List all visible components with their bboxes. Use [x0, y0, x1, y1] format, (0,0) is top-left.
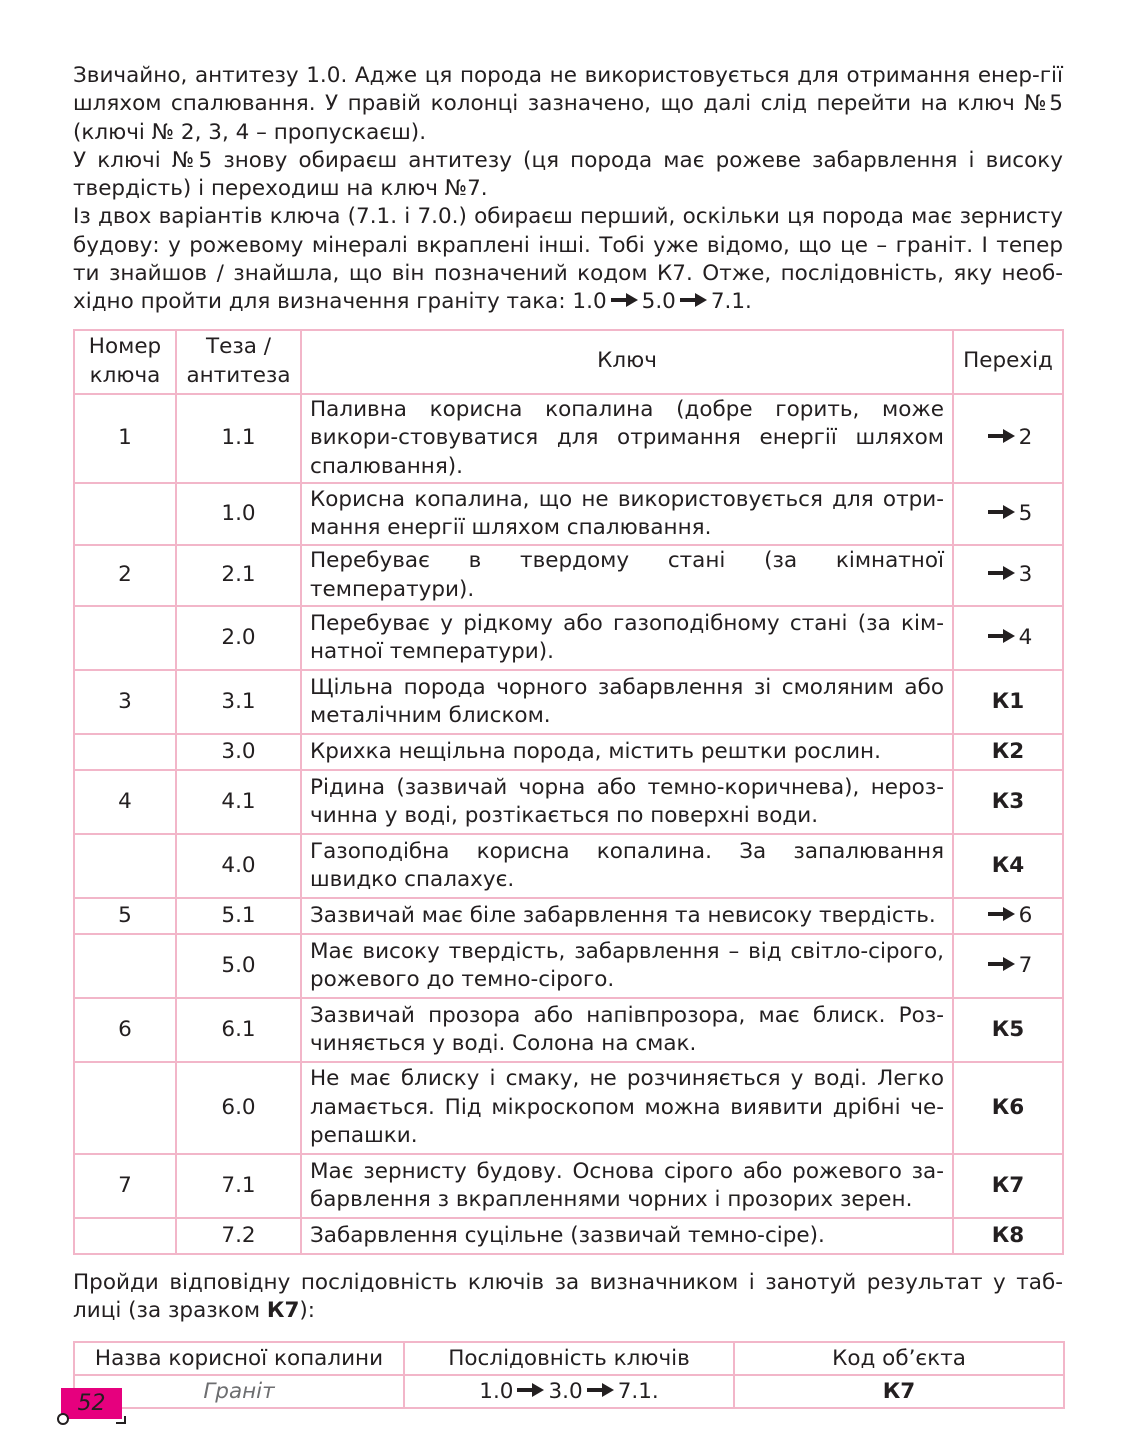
key-description-cell: Перебуває у рідкому або газоподібному стані (за кім-натної температури).: [301, 606, 953, 670]
key-number-cell: [74, 834, 176, 898]
result-header-row: [74, 1342, 1064, 1375]
key-table-row: [74, 483, 1063, 545]
key-description-cell: Має високу твердість, забарвлення – від світло-сірого, рожевого до темно-сірого.: [301, 934, 953, 998]
result-sequence: 1.0 3.0 7.1.: [404, 1375, 734, 1408]
thesis-cell: 6.0: [176, 1062, 301, 1154]
transition-cell: [953, 1218, 1063, 1254]
transition-value: К1: [991, 688, 1025, 714]
transition-cell: [953, 606, 1063, 670]
badge-dot-icon: [57, 1413, 69, 1425]
transition-value: 6: [1018, 902, 1033, 928]
thesis-cell: 4.0: [176, 834, 301, 898]
transition-value: 5: [1018, 500, 1033, 526]
transition-cell: [953, 734, 1063, 770]
key-table-row: [74, 1154, 1063, 1218]
arrow-right-icon: [988, 568, 1015, 578]
key-number-cell: [74, 606, 176, 670]
arrow-right-icon: [988, 507, 1015, 517]
transition-value: К5: [991, 1016, 1025, 1042]
key-number-cell: 2: [74, 545, 176, 606]
key-table-row: [74, 998, 1063, 1062]
result-header-code: Код об’єкта: [734, 1342, 1064, 1375]
key-number-cell: [74, 934, 176, 998]
key-table-row: [74, 545, 1063, 606]
thesis-cell: 5.1: [176, 898, 301, 934]
transition-value: 3: [1018, 562, 1033, 588]
thesis-cell: 2.1: [176, 545, 301, 606]
thesis-cell: 1.0: [176, 483, 301, 545]
arrow-right-icon: [988, 909, 1015, 919]
thesis-cell: 6.1: [176, 998, 301, 1062]
intro-paragraph-3: [73, 203, 1063, 316]
key-number-cell: 6: [74, 998, 176, 1062]
key-number-cell: 5: [74, 898, 176, 934]
key-table-header-row: [74, 330, 1063, 394]
transition-value: 4: [1018, 624, 1033, 650]
transition-value: 2: [1018, 425, 1033, 451]
key-description-cell: Корисна копалина, що не використовується для отри-мання енергії шляхом спалювання.: [301, 483, 953, 545]
thesis-cell: 1.1: [176, 394, 301, 484]
key-table-row: [74, 394, 1063, 484]
key-number-cell: 1: [74, 394, 176, 484]
key-table-row: [74, 834, 1063, 898]
arrow-right-icon: [988, 959, 1015, 969]
transition-cell: [953, 898, 1063, 934]
transition-cell: [953, 670, 1063, 734]
thesis-cell: 7.1: [176, 1154, 301, 1218]
intro-step-2: 5.0: [641, 289, 676, 315]
thesis-cell: 7.2: [176, 1218, 301, 1254]
task-text: Пройди відповідну послідовність ключів за визначником і занотуй результат у таб-лиці (за зразком: [73, 1270, 1063, 1324]
key-table-row: [74, 606, 1063, 670]
key-table-row: [74, 1218, 1063, 1254]
key-table-row: [74, 734, 1063, 770]
key-description-cell: Не має блиску і смаку, не розчиняється у воді. Легко ламається. Під мікроскопом можна виявити дрібні че-репашки.: [301, 1062, 953, 1154]
thesis-cell: 2.0: [176, 606, 301, 670]
key-description-cell: Щільна порода чорного забарвлення зі смоляним або металічним блиском.: [301, 670, 953, 734]
key-number-cell: [74, 1062, 176, 1154]
arrow-right-icon: [587, 1385, 614, 1395]
key-table: [73, 329, 1064, 1256]
result-table: [73, 1341, 1065, 1409]
transition-value: К6: [991, 1094, 1025, 1120]
page-content: [73, 62, 1063, 1409]
key-description-cell: Зазвичай прозора або напівпрозора, має блиск. Роз-чиняється у воді. Солона на смак.: [301, 998, 953, 1062]
thesis-cell: 5.0: [176, 934, 301, 998]
intro-step-3: 7.1.: [710, 289, 752, 315]
key-description-cell: Крихка нещільна порода, містить рештки рослин.: [301, 734, 953, 770]
badge-corner-icon: [116, 1416, 126, 1424]
key-description-cell: Має зернисту будову. Основа сірого або рожевого за-барвлення з вкрапленнями чорних і прозорих зерен.: [301, 1154, 953, 1218]
intro-paragraph-3-text: Із двох варіантів ключа (7.1. і 7.0.) обираєш перший, оскільки ця порода має зернисту будову: у рожевому мінералі вкраплені інші. Тобі уже відомо, що це – граніт. І тепер ти знайшов / знайшла, що він позначений кодом К7. Отже, послідовність, яку необ-хідно пройти для визначення граніту така: 1.0: [73, 204, 1063, 315]
header-transition: Перехід: [953, 330, 1063, 394]
key-number-cell: 3: [74, 670, 176, 734]
transition-value: К8: [991, 1222, 1025, 1248]
result-header-name: Назва корисної копалини: [74, 1342, 404, 1375]
intro-paragraph-1: Звичайно, антитезу 1.0. Адже ця порода не використовується для отримання енер-гії шляхом спалювання. У правій колонці зазначено, що далі слід перейти на ключ №5 (ключі № 2, 3, 4 – пропускаєш).: [73, 63, 1063, 145]
key-table-row: [74, 934, 1063, 998]
key-table-row: [74, 670, 1063, 734]
arrow-right-icon: [988, 631, 1015, 641]
key-description-cell: Забарвлення суцільне (зазвичай темно-сіре).: [301, 1218, 953, 1254]
key-description-cell: Зазвичай має біле забарвлення та невисоку твердість.: [301, 898, 953, 934]
key-description-cell: Рідина (зазвичай чорна або темно-коричнева), нероз-чинна у воді, розтікається по поверхні води.: [301, 770, 953, 834]
key-description-cell: Газоподібна корисна копалина. За запалювання швидко спалахує.: [301, 834, 953, 898]
task-code: К7: [266, 1298, 300, 1324]
key-number-cell: 7: [74, 1154, 176, 1218]
header-thesis: Теза / антитеза: [176, 330, 301, 394]
key-number-cell: [74, 483, 176, 545]
transition-cell: [953, 545, 1063, 606]
page-number: 52: [77, 1391, 106, 1416]
transition-value: К4: [991, 852, 1025, 878]
result-mineral: Граніт: [74, 1375, 404, 1408]
intro-paragraph-2: У ключі №5 знову обираєш антитезу (ця порода має рожеве забарвлення і високу твердість) і переходиш на ключ №7.: [73, 147, 1063, 202]
thesis-cell: 4.1: [176, 770, 301, 834]
key-number-cell: [74, 1218, 176, 1254]
transition-value: К3: [991, 788, 1025, 814]
arrow-right-icon: [680, 295, 707, 305]
arrow-right-icon: [517, 1385, 544, 1395]
key-description-cell: Паливна корисна копалина (добре горить, може викори-стовуватися для отримання енергії шляхом спалювання).: [301, 394, 953, 484]
transition-cell: [953, 394, 1063, 484]
transition-cell: [953, 998, 1063, 1062]
result-code: К7: [734, 1375, 1064, 1408]
transition-cell: [953, 834, 1063, 898]
key-number-cell: 4: [74, 770, 176, 834]
key-description-cell: Перебуває в твердому стані (за кімнатної температури).: [301, 545, 953, 606]
header-key: Ключ: [301, 330, 953, 394]
key-table-row: [74, 1062, 1063, 1154]
arrow-right-icon: [988, 431, 1015, 441]
transition-cell: [953, 483, 1063, 545]
transition-value: 7: [1018, 952, 1033, 978]
transition-value: К2: [991, 738, 1025, 764]
thesis-cell: 3.1: [176, 670, 301, 734]
task-end: ):: [299, 1298, 316, 1324]
key-table-row: [74, 898, 1063, 934]
transition-cell: [953, 770, 1063, 834]
result-header-sequence: Послідовність ключів: [404, 1342, 734, 1375]
transition-cell: [953, 934, 1063, 998]
result-row: [74, 1375, 1064, 1408]
header-key-number: Номер ключа: [74, 330, 176, 394]
key-table-row: [74, 770, 1063, 834]
transition-value: К7: [991, 1172, 1025, 1198]
thesis-cell: 3.0: [176, 734, 301, 770]
transition-cell: [953, 1154, 1063, 1218]
transition-cell: [953, 1062, 1063, 1154]
task-paragraph: [73, 1269, 1063, 1326]
key-number-cell: [74, 734, 176, 770]
page-number-badge: [61, 1388, 122, 1419]
arrow-right-icon: [611, 295, 638, 305]
